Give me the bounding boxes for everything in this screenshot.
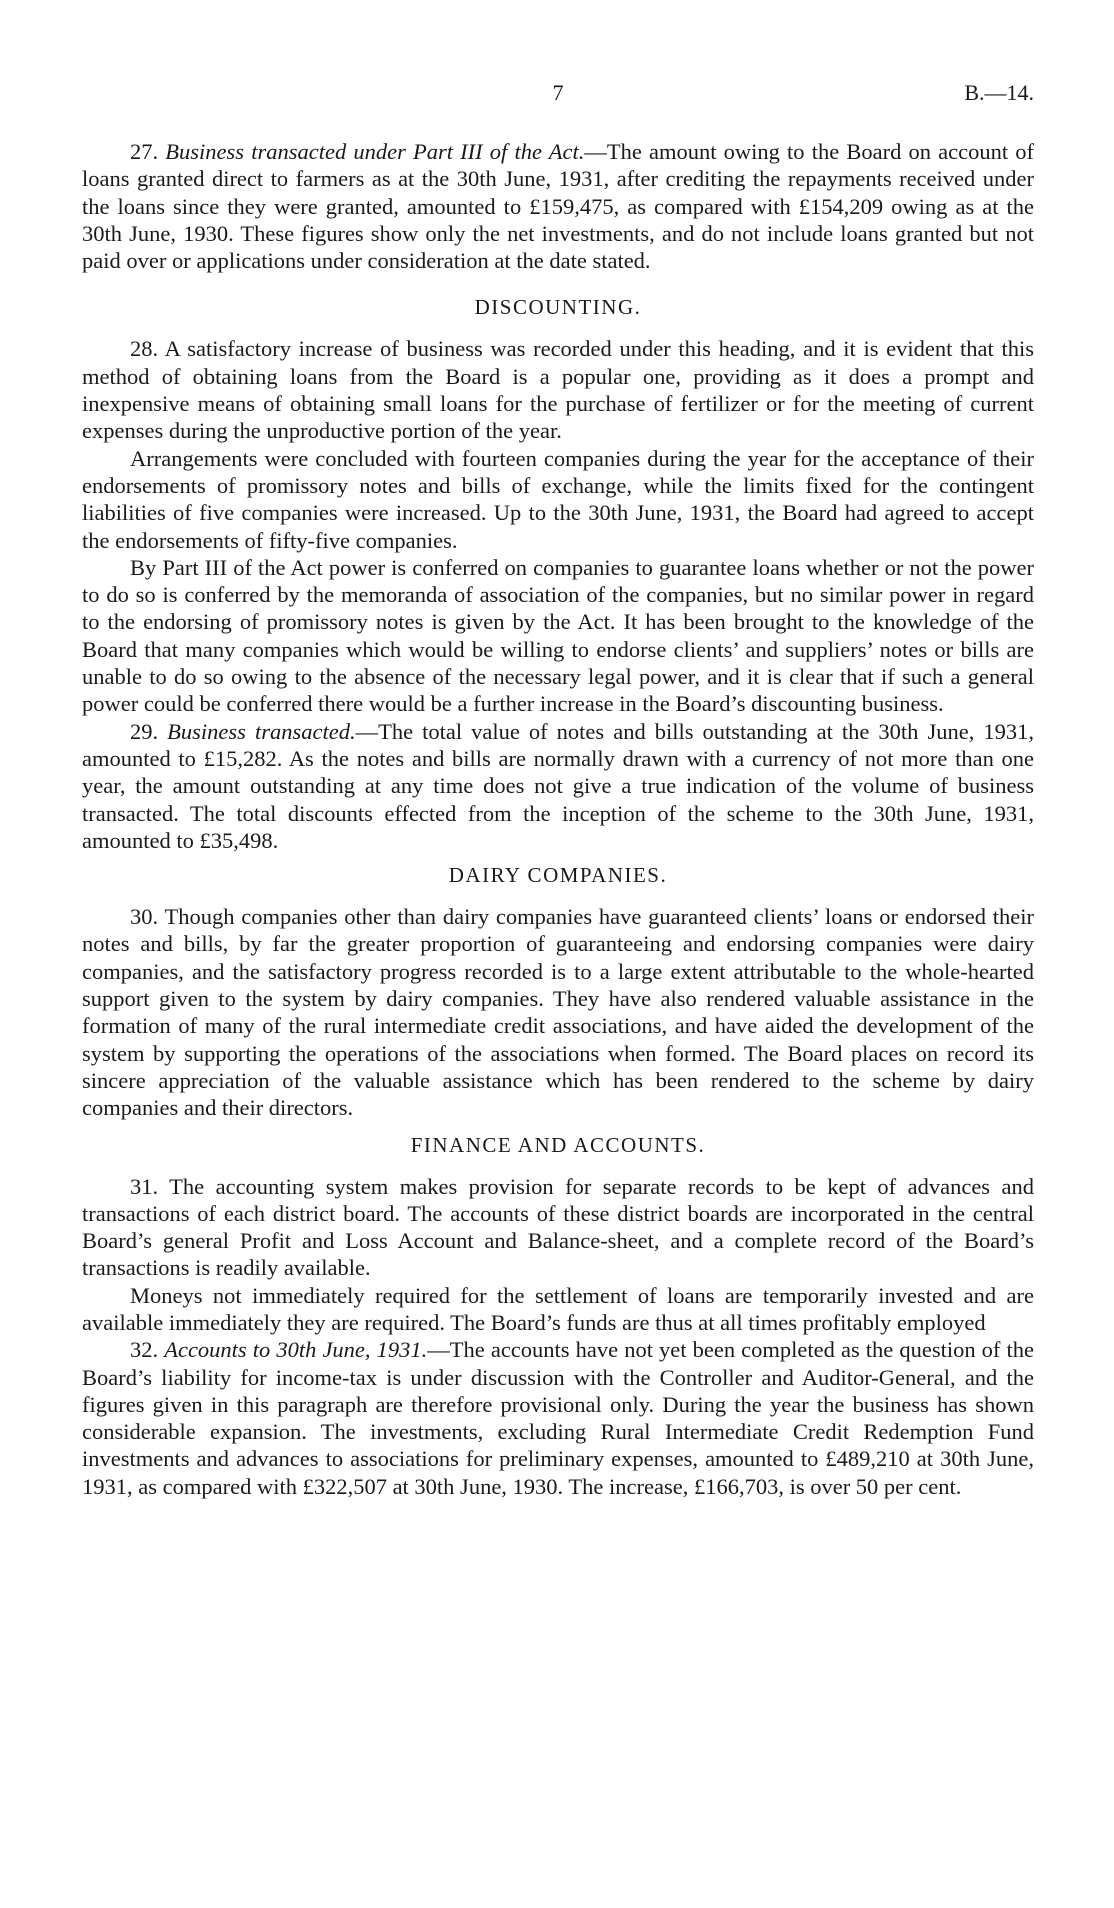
paragraph-number: 32. <box>130 1337 159 1363</box>
paragraph-32 <box>82 1336 1034 1500</box>
paragraph-title: Accounts to 30th June, 1931. <box>164 1337 428 1363</box>
paragraph-text: —The amount owing to the Board on account of loans granted direct to farmers as at the 30th June, 1931, after crediting the repayments received under the loans since they were granted, amounted to £159,475, as compared with £154,209 owing as at the 30th June, 1930. These figures show only the net investments, and do not include loans granted but not paid over or applications under consideration at the date stated. <box>82 139 1035 274</box>
paragraph-28-part-iii: By Part III of the Act power is conferred on companies to guarantee loans whether or not the power to do so is conferred by the memoranda of association of the companies, but no similar power in regard to the endorsing of promissory notes is given by the Act. It has been brought to the knowledge of the Board that many companies which would be willing to endorse clients’ and suppliers’ notes or bills are unable to do so owing to the absence of the necessary legal power, and it is clear that if such a general power could be conferred there would be a further increase in the Board’s discounting business. <box>82 554 1034 717</box>
page-number: 7 <box>552 80 564 105</box>
paragraph-28 <box>82 335 1034 444</box>
paragraph-number: 28. <box>130 336 159 362</box>
page-header <box>82 80 1034 110</box>
paragraph-number: 31. <box>130 1173 159 1199</box>
paragraph-title: Business transacted under Part III of the Act. <box>165 139 585 164</box>
paragraph-number: 29. <box>130 718 159 744</box>
paragraph-28-continued: Arrangements were concluded with fourteen companies during the year for the acceptance of their endorsements of promissory notes and bills of exchange, while the limits fixed for the contingent liabilities of five companies were increased. Up to the 30th June, 1931, the Board had agreed to accept the endorsements of fifty-five companies. <box>82 445 1034 553</box>
paragraph-number: 27. <box>130 139 159 164</box>
section-heading-finance-and-accounts: FINANCE AND ACCOUNTS. <box>410 1132 706 1157</box>
document-body <box>82 138 1034 1500</box>
paragraph-title: Business transacted. <box>167 718 356 744</box>
paragraph-27 <box>82 138 1034 274</box>
paragraph-text: The accounting system makes provision for separate records to be kept of advances and transactions of each district board. The accounts of these district boards are incorporated in the central Board’s general Profit and Loss Account and Balance-sheet, and a complete record of the Board’s transactions is readily available. <box>82 1173 1034 1281</box>
paragraph-text: —The total value of notes and bills outstanding at the 30th June, 1931, amounted to £15,282. As the notes and bills are normally drawn with a currency of not more than one year, the amount outstanding at any time does not give a true indication of the volume of business transacted. The total discounts effected from the inception of the scheme to the 30th June, 1931, amounted to £35,498. <box>82 718 1034 853</box>
paragraph-text: —The accounts have not yet been completed as the question of the Board’s liability for income-tax is under discussion with the Controller and Auditor-General, and the figures given in this paragraph are therefore provisional only. During the year the business has shown considerable expansion. The investments, excluding Rural Intermediate Credit Redemption Fund investments and advances to associations for preliminary expenses, amounted to £489,210 at 30th June, 1931, as compared with £322,507 at 30th June, 1930. The increase, £166,703, is over 50 per cent. <box>82 1337 1035 1499</box>
paragraph-31 <box>82 1173 1034 1282</box>
section-heading-dairy-companies: DAIRY COMPANIES. <box>448 863 668 888</box>
paragraph-29 <box>82 718 1034 854</box>
paragraph-text: Though companies other than dairy companies have guaranteed clients’ loans or endorsed their notes and bills, by far the greater proportion of guaranteeing and endorsing companies were dairy companies, and the satisfactory progress recorded is to a large extent attributable to the whole-hearted support given to the system by dairy companies. They have also rendered valuable assistance in the formation of many of the rural intermediate credit associations, and have aided the development of the system by supporting the operations of the associations when formed. The Board places on record its sincere appreciation of the valuable assistance which has been rendered to the scheme by dairy companies and their directors. <box>82 904 1035 1121</box>
document-reference: B.—14. <box>964 80 1034 105</box>
paragraph-30 <box>82 903 1034 1121</box>
section-heading-discounting: DISCOUNTING. <box>474 295 642 320</box>
paragraph-text: A satisfactory increase of business was recorded under this heading, and it is evident that this method of obtaining loans from the Board is a popular one, providing as it does a prompt and inexpensive means of obtaining small loans for the purchase of fertilizer or for the meeting of current expenses during the unproductive portion of the year. <box>82 336 1034 444</box>
paragraph-31-continued: Moneys not immediately required for the settlement of loans are temporarily invested and are available immediately they are required. The Board’s funds are thus at all times profitably employed <box>82 1282 1034 1335</box>
paragraph-number: 30. <box>130 904 159 930</box>
